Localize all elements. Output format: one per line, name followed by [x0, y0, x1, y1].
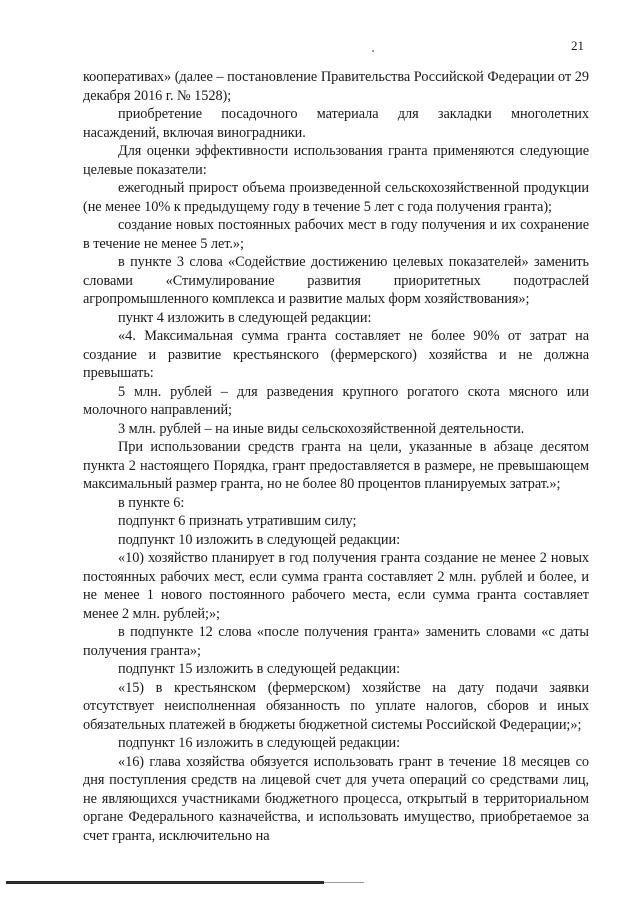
- scan-edge-line-fade: [324, 882, 364, 883]
- paragraph: Для оценки эффективности использования гранта применяются следующие целевые показатели:: [83, 143, 589, 178]
- page-number: 21: [571, 38, 584, 53]
- paragraph: «15) в крестьянском (фермерском) хозяйстве на дату подачи заявки отсутствует неисполненная обязанность по уплате налогов, сборов и иных обязательных платежей в бюджеты бюджетной системы Российской Федерации;»;: [83, 679, 589, 733]
- paragraph: 3 млн. рублей – на иные виды сельскохозяйственной деятельности.: [118, 420, 525, 437]
- paragraph: подпункт 15 изложить в следующей редакции:: [118, 661, 401, 677]
- paragraph: подпункт 6 признать утратившим силу;: [118, 513, 357, 529]
- paragraph: ежегодный прирост объема произведенной сельскохозяйственной продукции (не менее 10% к предыдущему году в течение 5 лет с года получения гранта);: [83, 180, 589, 215]
- paragraph: «4. Максимальная сумма гранта составляет не более 90% от затрат на создание и развитие крестьянского (фермерского) хозяйства и не должна превышать:: [83, 328, 589, 381]
- paragraph: «10) хозяйство планирует в год получения гранта создание не менее 2 новых постоянных рабочих мест, если сумма гранта составляет 2 млн. рублей и более, и не менее 1 нового постоянного рабочего места, если сумма гранта составляет менее 2 млн. рублей;»;: [83, 550, 589, 622]
- scan-speck: [372, 50, 374, 52]
- paragraph: кооперативах» (далее – постановление Правительства Российской Федерации от 29 декабря 2016 г. № 1528);: [83, 69, 589, 104]
- paragraph: подпункт 10 изложить в следующей редакции:: [118, 531, 401, 548]
- paragraph: пункт 4 изложить в следующей редакции:: [118, 309, 372, 326]
- paragraph: 5 млн. рублей – для разведения крупного рогатого скота мясного или молочного направлений;: [83, 383, 589, 418]
- paragraph: в подпункте 12 слова «после получения гранта» заменить словами «с даты получения гранта»;: [83, 624, 589, 659]
- paragraph: «16) глава хозяйства обязуется использовать грант в течение 18 месяцев со дня поступления средств на лицевой счет для учета операций со средствами лиц, не являющихся участниками бюджетного процесса, открытый в территориальном органе Федерального казначейства, и использовать имущество, приобретаемое за счет гранта, исключительно на: [83, 753, 589, 844]
- document-body: [83, 68, 589, 845]
- paragraph: создание новых постоянных рабочих мест в году получения и их сохранение в течение не менее 5 лет.»;: [83, 217, 589, 252]
- paragraph: в пункте 6:: [118, 494, 185, 511]
- paragraph: При использовании средств гранта на цели, указанные в абзаце десятом пункта 2 настоящего Порядка, грант предоставляется в размере, не превышающем максимальный размер гранта, но не более 80 процентов планируемых затрат.»;: [83, 439, 589, 492]
- paragraph: подпункт 16 изложить в следующей редакции:: [118, 735, 401, 751]
- paragraph: приобретение посадочного материала для закладки многолетних насаждений, включая виноградники.: [83, 106, 589, 141]
- scan-edge-line: [6, 881, 324, 884]
- paragraph: в пункте 3 слова «Содействие достижению целевых показателей» заменить словами «Стимулирование развития приоритетных подотраслей агропромышленного комплекса и развитие малых форм хозяйствования»;: [83, 254, 589, 307]
